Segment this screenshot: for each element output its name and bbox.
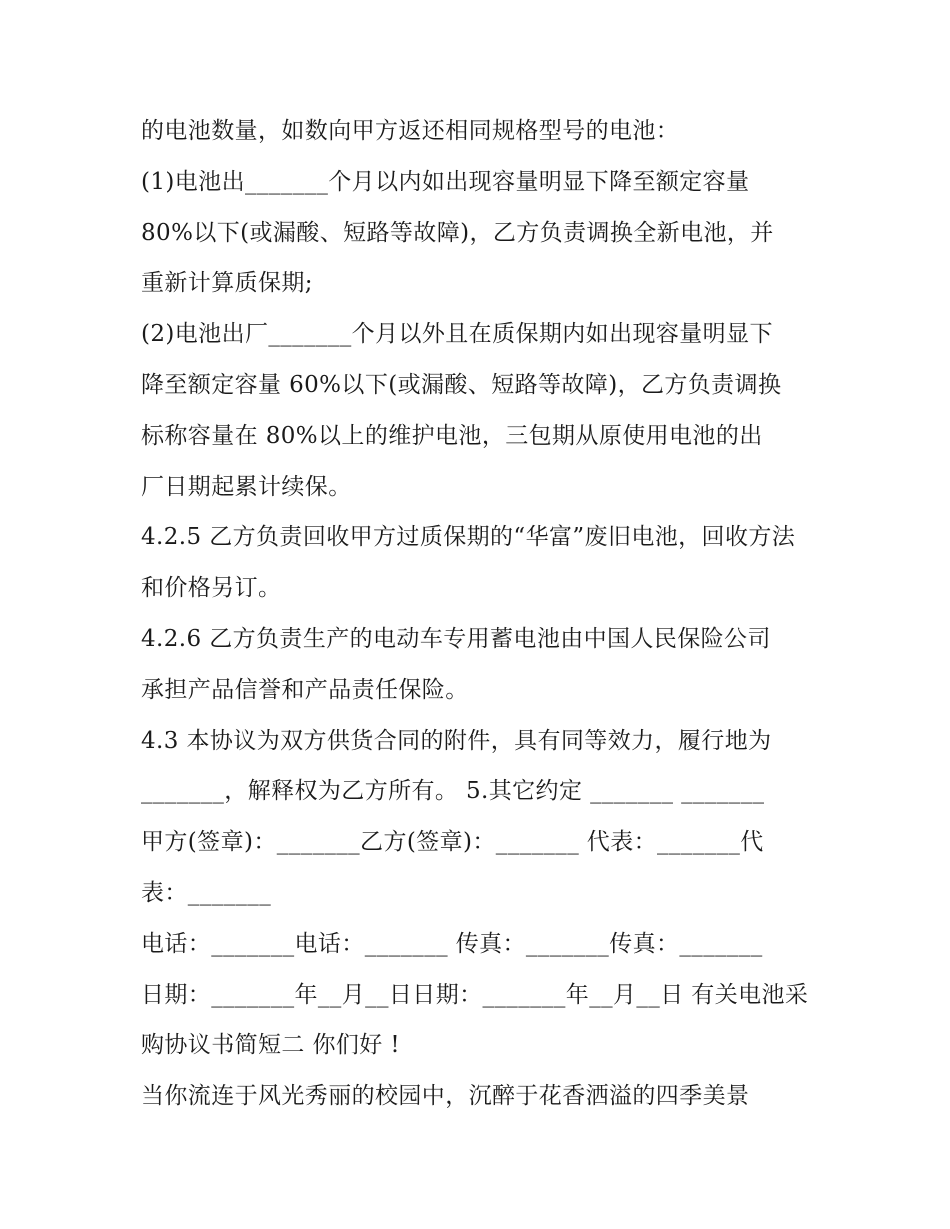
text-line-18: 日期：_______年__月__日日期：_______年__月__日 有关电池采 xyxy=(141,981,809,1008)
text-line-2: (1)电池出_______个月以内如出现容量明显下降至额定容量 xyxy=(141,168,750,195)
text-line-11: 4.2.6 乙方负责生产的电动车专用蓄电池由中国人民保险公司 xyxy=(141,625,771,652)
text-line-13: 4.3 本协议为双方供货合同的附件，具有同等效力，履行地为 xyxy=(141,727,772,754)
text-line-14: _______，解释权为乙方所有。 5.其它约定 _______ _______ xyxy=(141,778,765,805)
text-line-8: 厂日期起累计续保。 xyxy=(141,473,352,500)
text-line-10: 和价格另订。 xyxy=(141,575,282,602)
document-body xyxy=(141,106,821,1122)
text-line-1: 的电池数量，如数向甲方返还相同规格型号的电池： xyxy=(141,118,680,144)
text-line-16: 表：_______ xyxy=(141,879,272,906)
text-line-4: 重新计算质保期; xyxy=(141,270,313,297)
text-line-7: 标称容量在 80%以上的维护电池，三包期从原使用电池的出 xyxy=(141,422,763,449)
text-line-12: 承担产品信誉和产品责任保险。 xyxy=(141,676,469,703)
text-line-3: 80%以下(或漏酸、短路等故障)，乙方负责调换全新电池，并 xyxy=(141,219,774,246)
text-line-6: 降至额定容量 60%以下(或漏酸、短路等故障)，乙方负责调换 xyxy=(141,371,782,398)
text-line-5: (2)电池出厂_______个月以外且在质保期内如出现容量明显下 xyxy=(141,321,773,348)
text-line-15: 甲方(签章)：_______乙方(签章)：_______ 代表：_______代 xyxy=(141,829,764,856)
text-line-20: 当你流连于风光秀丽的校园中，沉醉于花香洒溢的四季美景 xyxy=(141,1083,750,1110)
text-line-17: 电话：_______电话：_______ 传真：_______传真：_______ xyxy=(141,930,763,957)
text-line-19: 购协议书简短二 你们好 ! xyxy=(141,1032,401,1059)
text-line-9: 4.2.5 乙方负责回收甲方过质保期的“华富”废旧电池，回收方法 xyxy=(141,524,796,551)
